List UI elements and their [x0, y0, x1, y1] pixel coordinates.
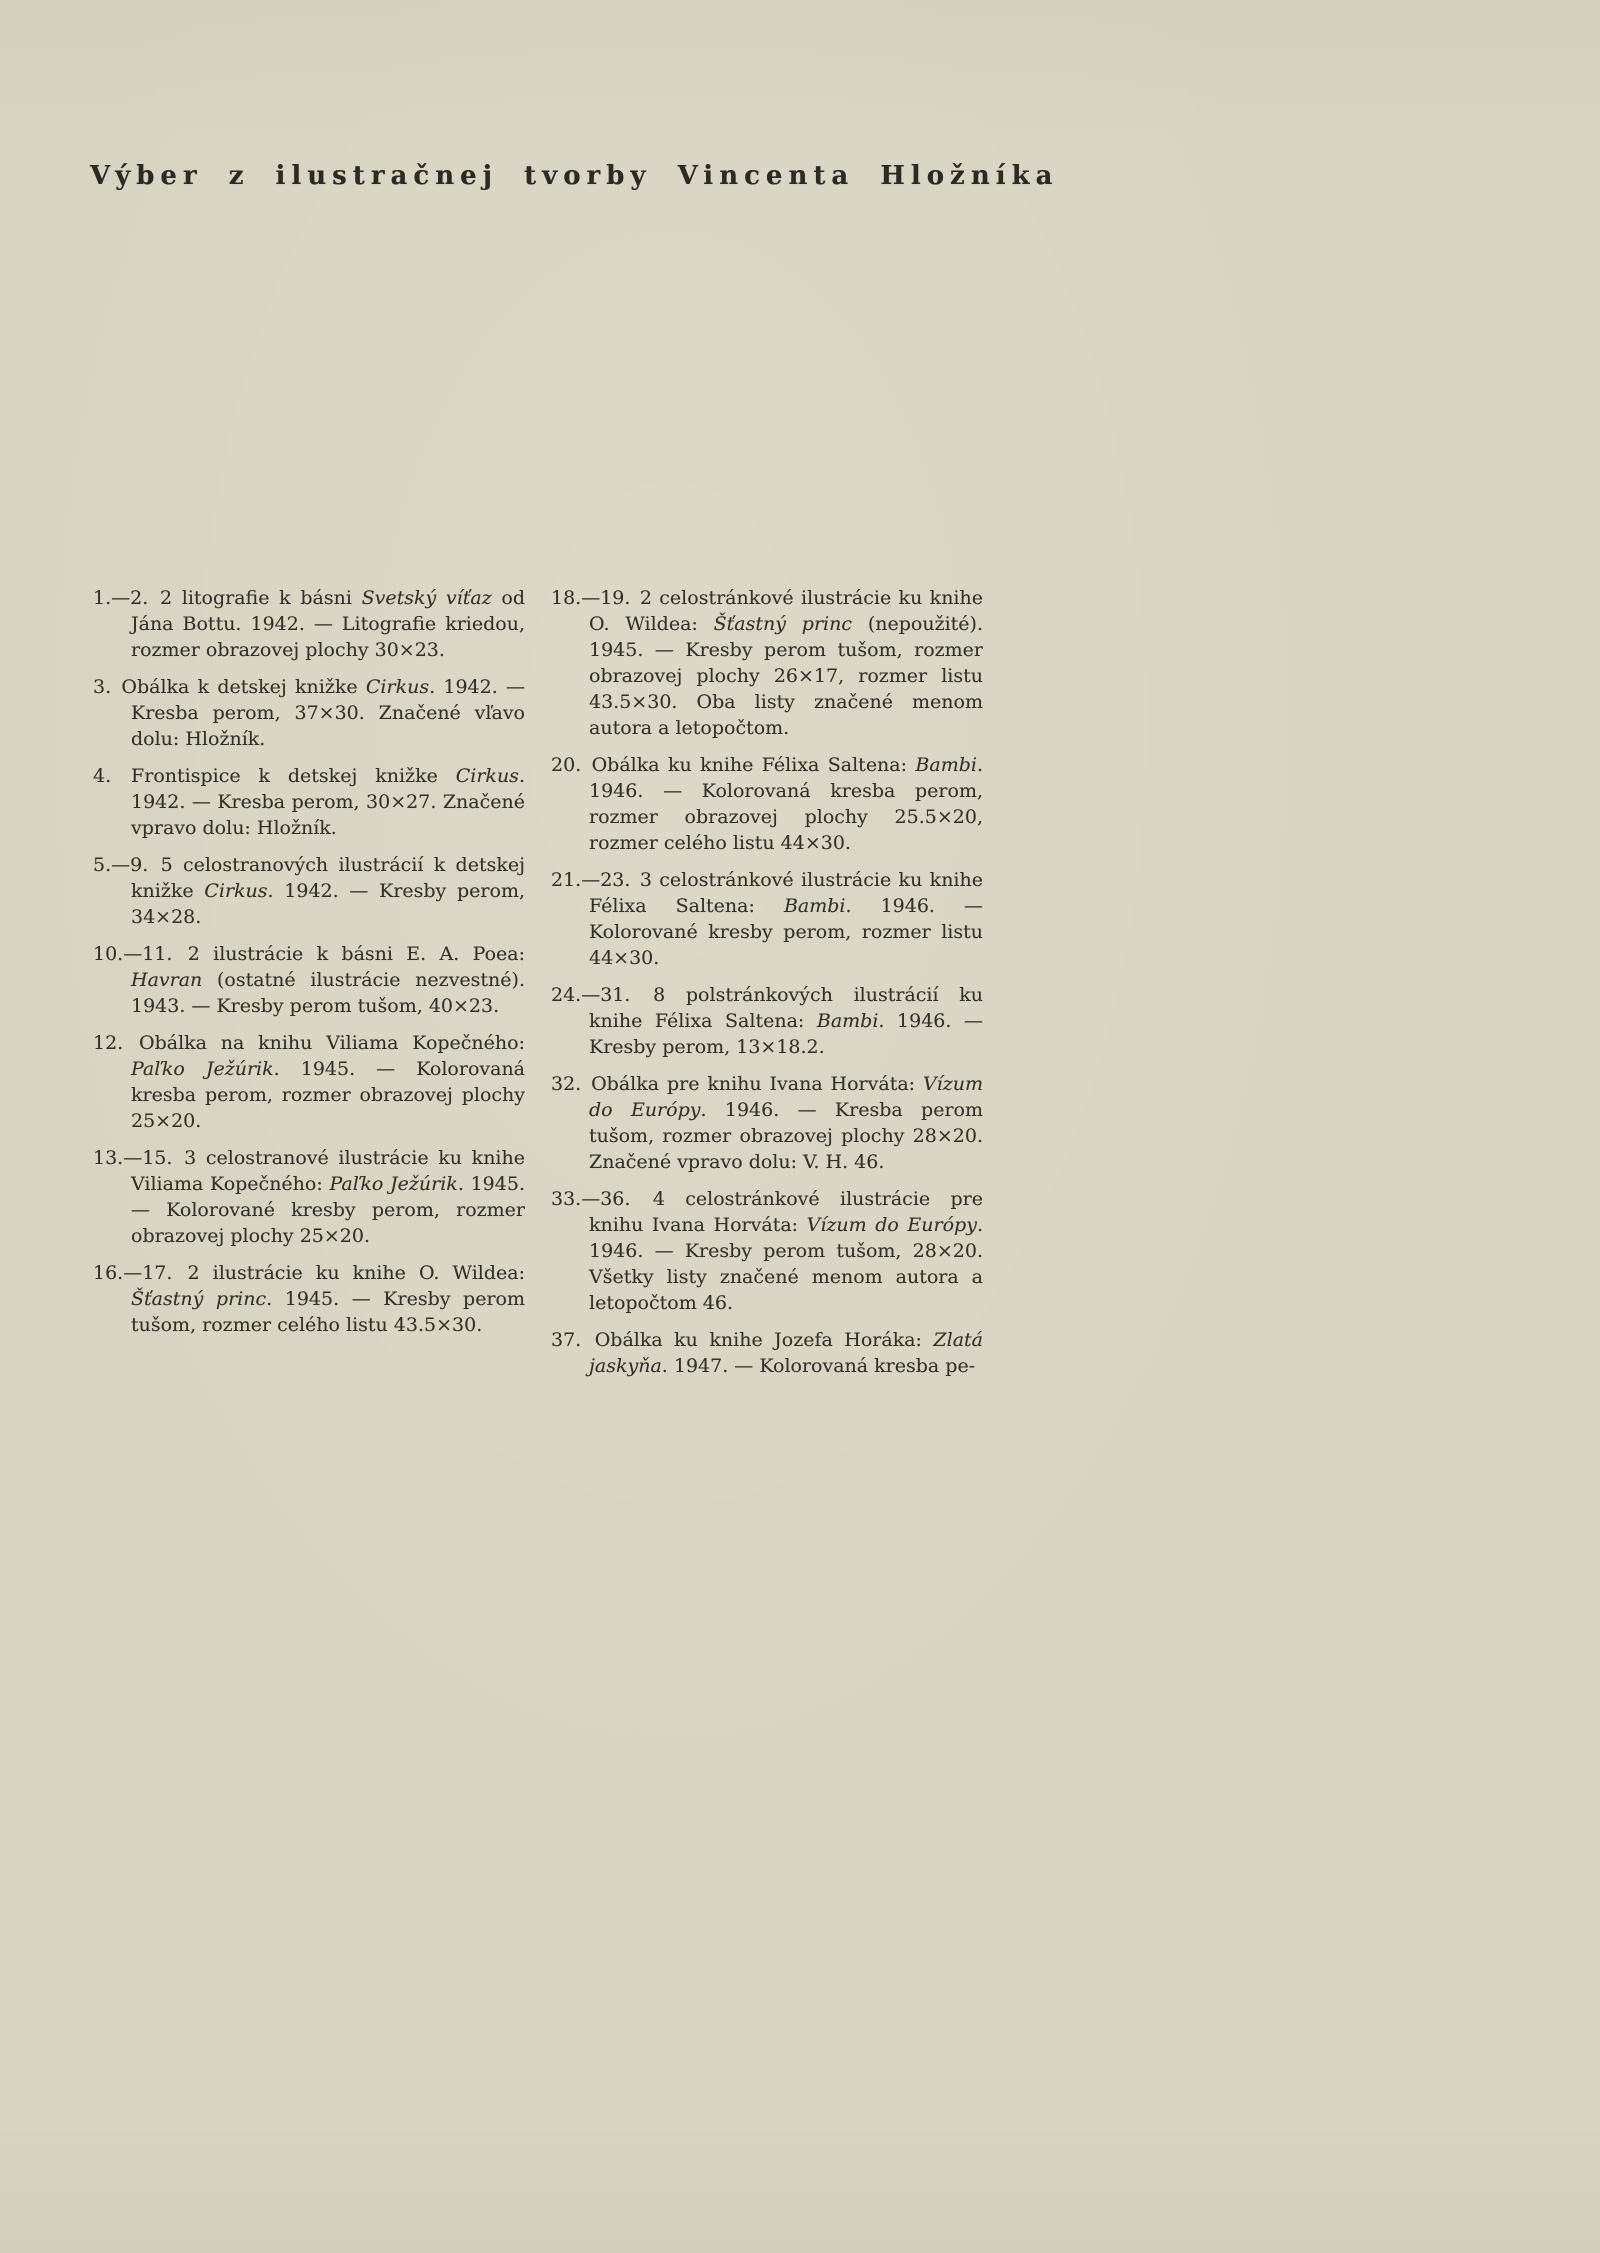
- entry-text: . 1946. — Kolorované kresby perom, rozmer listu 44×30.: [589, 895, 983, 969]
- entry-text: 4 celostránkové ilustrácie pre knihu Ivana Horváta:: [589, 1188, 983, 1236]
- work-title: Šťastný princ: [713, 613, 853, 635]
- entry-number: 24.—31.: [551, 984, 631, 1006]
- work-title: Bambi: [915, 754, 977, 776]
- entry-number: 10.—11.: [93, 943, 173, 965]
- catalog-entry: [93, 941, 525, 1019]
- entry-number: 13.—15.: [93, 1147, 173, 1169]
- entry-text: 2 celostránkové ilustrácie ku knihe O. Wildea:: [589, 587, 983, 635]
- catalog-entry: [551, 585, 983, 741]
- entry-number: 4.: [93, 765, 112, 787]
- entry-number: 16.—17.: [93, 1262, 173, 1284]
- work-title: Cirkus: [455, 765, 519, 787]
- entry-text: (ostatné ilustrácie nezvestné). 1943. — Kresby perom tušom, 40×23.: [131, 969, 525, 1017]
- entry-text: Obálka pre knihu Ivana Horváta:: [591, 1073, 923, 1095]
- entry-text: . 1946. — Kresba perom tušom, rozmer obrazovej plochy 28×20. Značené vpravo dolu: V. H. 46.: [589, 1099, 983, 1173]
- work-title: Paľko Ježúrik: [131, 1058, 274, 1080]
- entry-text: . 1945. — Kolorované kresby perom, rozmer obrazovej plochy 25×20.: [131, 1173, 525, 1247]
- work-title: Vízum do Európy: [589, 1073, 983, 1121]
- catalog-entry: [93, 585, 525, 663]
- entry-text: Obálka k detskej knižke: [121, 676, 366, 698]
- catalog-entry: [93, 1145, 525, 1249]
- entry-number: 18.—19.: [551, 587, 631, 609]
- entry-text: 5 celostranových ilustrácií k detskej knižke: [131, 854, 525, 902]
- work-title: Zlatá jaskyňa: [589, 1329, 983, 1377]
- catalog-entry: [551, 1071, 983, 1175]
- entry-number: 32.: [551, 1073, 582, 1095]
- entry-text: 2 ilustrácie ku knihe O. Wildea:: [187, 1262, 525, 1284]
- catalog-entry: [93, 1260, 525, 1338]
- entry-number: 12.: [93, 1032, 124, 1054]
- entry-text: (nepoužité). 1945. — Kresby perom tušom, rozmer obrazovej plochy 26×17, rozmer listu 43.5×30. Oba listy značené menom autora a letopočtom.: [589, 613, 983, 739]
- entry-text: Obálka ku knihe Félixa Saltena:: [591, 754, 916, 776]
- catalog-entry: [551, 1186, 983, 1316]
- work-title: Paľko Ježúrik: [329, 1173, 458, 1195]
- catalog-entry: [93, 1030, 525, 1134]
- entry-text: . 1942. — Kresba perom, 37×30. Značené vľavo dolu: Hložník.: [131, 676, 526, 750]
- work-title: Šťastný princ: [131, 1288, 267, 1310]
- entry-text: od Jána Bottu. 1942. — Litografie kriedou, rozmer obrazovej plochy 30×23.: [131, 587, 526, 661]
- work-title: Vízum do Európy: [806, 1214, 977, 1236]
- entry-text: . 1946. — Kresby perom, 13×18.2.: [589, 1010, 983, 1058]
- entry-text: 2 ilustrácie k básni E. A. Poea:: [187, 943, 525, 965]
- entry-number: 3.: [93, 676, 112, 698]
- entry-number: 1.—2.: [93, 587, 149, 609]
- entry-text: 2 litografie k básni: [159, 587, 362, 609]
- page-title: Výber z ilustračnej tvorby Vincenta Hložníka: [90, 161, 1059, 192]
- work-title: Havran: [131, 969, 203, 991]
- catalog-entry: [93, 674, 525, 752]
- entry-text: Obálka ku knihe Jozefa Horáka:: [594, 1329, 934, 1351]
- entry-text: . 1942. — Kresba perom, 30×27. Značené vpravo dolu: Hložník.: [131, 765, 525, 839]
- entry-text: . 1945. — Kresby perom tušom, rozmer celého listu 43.5×30.: [131, 1288, 525, 1336]
- entry-text: . 1942. — Kresby perom, 34×28.: [131, 880, 525, 928]
- entry-number: 37.: [551, 1329, 582, 1351]
- work-title: Bambi: [816, 1010, 879, 1032]
- catalog-entry: [551, 982, 983, 1060]
- entry-text: 3 celostránkové ilustrácie ku knihe Félixa Saltena:: [589, 869, 983, 917]
- catalog-columns: [93, 585, 983, 1390]
- work-title: Cirkus: [204, 880, 268, 902]
- work-title: Cirkus: [365, 676, 430, 698]
- catalog-entry: [93, 763, 525, 841]
- entry-text: 8 polstránkových ilustrácií ku knihe Félixa Saltena:: [589, 984, 983, 1032]
- entry-number: 20.: [551, 754, 582, 776]
- entry-text: Obálka na knihu Viliama Kopečného:: [139, 1032, 525, 1054]
- work-title: Svetský víťaz: [361, 587, 492, 609]
- entry-text: 3 celostranové ilustrácie ku knihe Viliama Kopečného:: [131, 1147, 525, 1195]
- entry-text: . 1946. — Kolorovaná kresba perom, rozmer obrazovej plochy 25.5×20, rozmer celého listu 44×30.: [589, 754, 983, 854]
- catalog-entry: [93, 852, 525, 930]
- work-title: Bambi: [783, 895, 846, 917]
- catalog-entry: [551, 1327, 983, 1379]
- entry-number: 33.—36.: [551, 1188, 631, 1210]
- entry-text: . 1947. — Kolorovaná kresba pe-: [661, 1355, 976, 1377]
- catalog-column-left: [93, 585, 525, 1390]
- entry-text: . 1946. — Kresby perom tušom, 28×20. Všetky listy značené menom autora a letopočtom 46.: [589, 1214, 983, 1314]
- catalog-column-right: [551, 585, 983, 1390]
- entry-text: Frontispice k detskej knižke: [131, 765, 456, 787]
- entry-text: . 1945. — Kolorovaná kresba perom, rozmer obrazovej plochy 25×20.: [131, 1058, 526, 1132]
- entry-number: 21.—23.: [551, 869, 631, 891]
- entry-number: 5.—9.: [93, 854, 149, 876]
- catalog-entry: [551, 752, 983, 856]
- catalog-entry: [551, 867, 983, 971]
